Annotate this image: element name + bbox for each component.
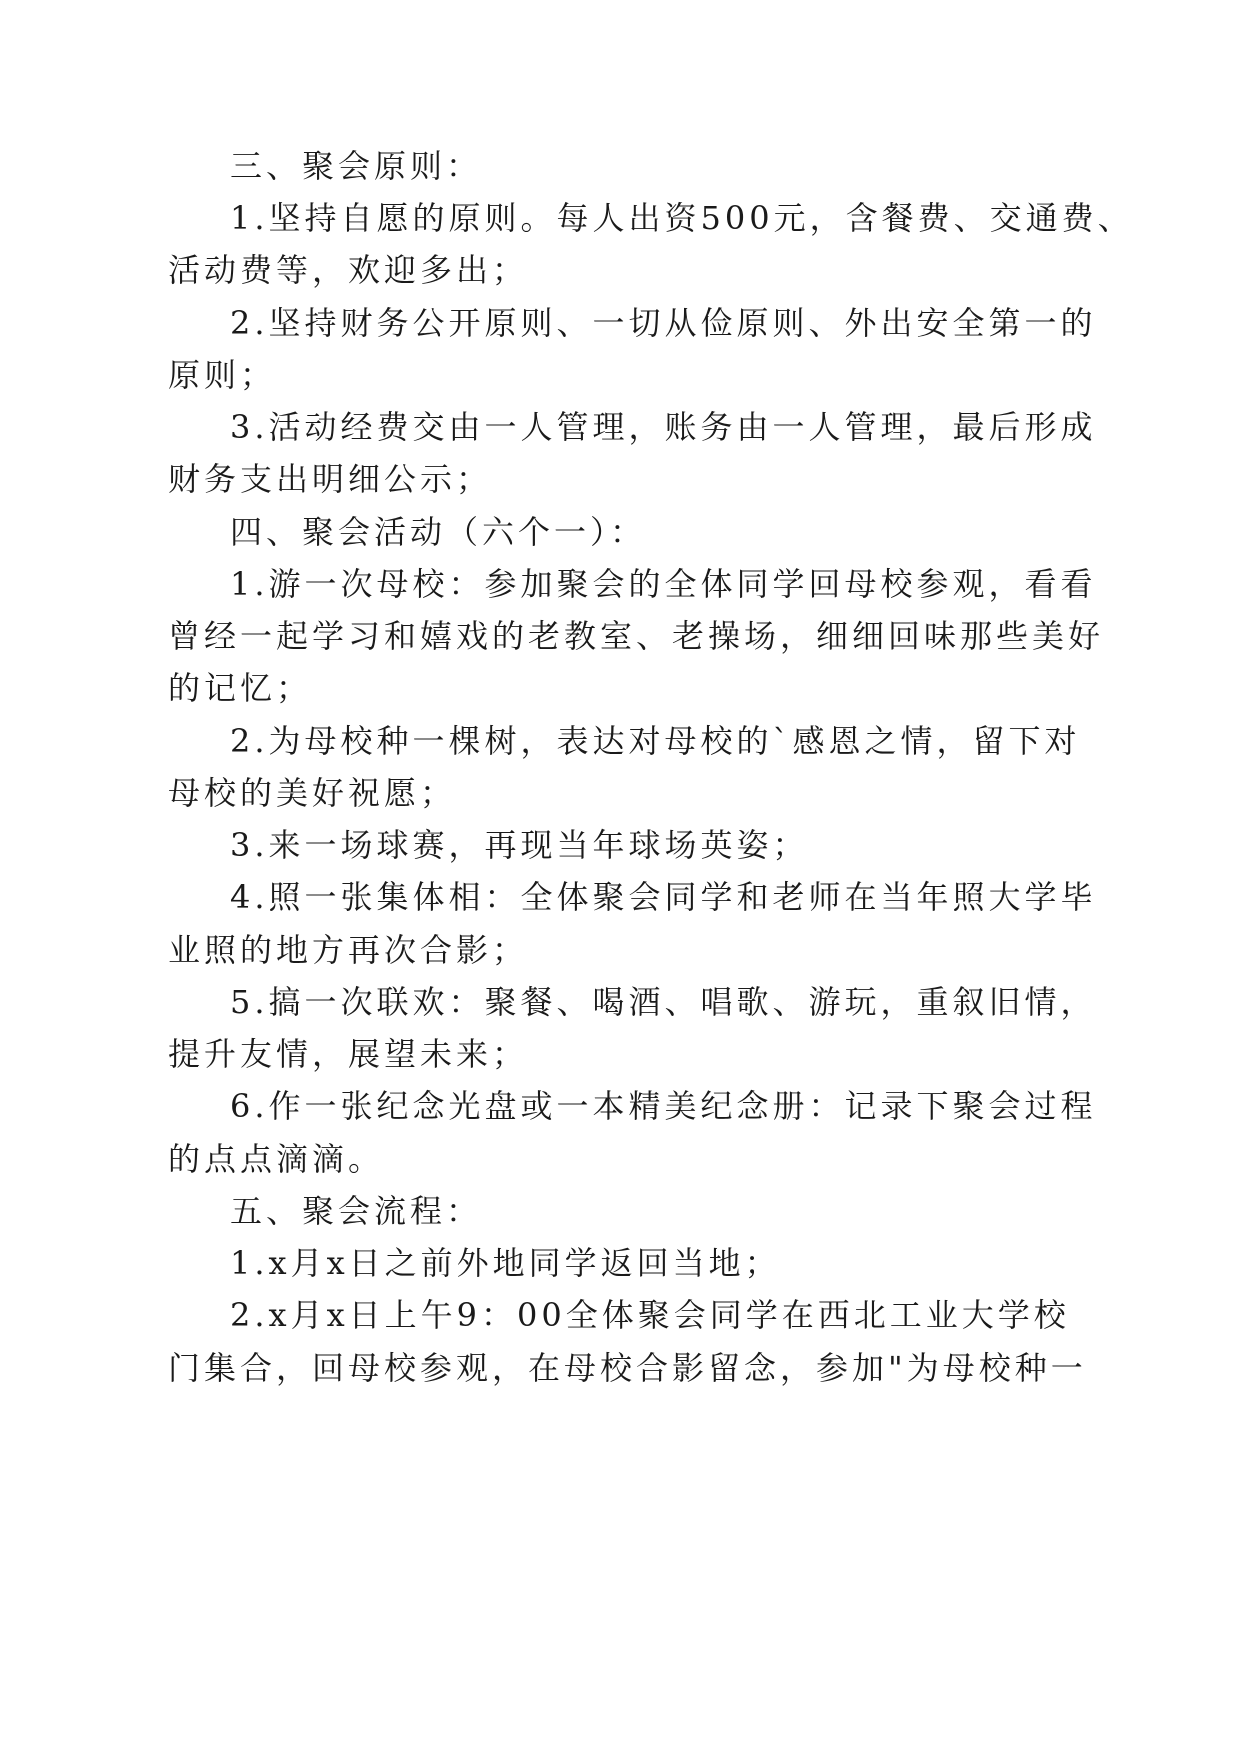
paragraph-line: 曾经一起学习和嬉戏的老教室、老操场，细细回味那些美好 [168,617,1105,655]
paragraph-line: 1.坚持自愿的原则。每人出资500元，含餐费、交通费、 [230,199,1134,237]
section-heading: 三、聚会原则： [230,147,483,185]
paragraph-line: 原则； [168,356,277,394]
paragraph-line: 母校的美好祝愿； [168,774,457,812]
paragraph-line: 2.x月x日上午9：00全体聚会同学在西北工业大学校 [230,1296,1070,1334]
paragraph-line: 1.x月x日之前外地同学返回当地； [230,1244,781,1282]
paragraph-line: 业照的地方再次合影； [168,931,529,969]
paragraph-line: 6.作一张纪念光盘或一本精美纪念册：记录下聚会过程 [230,1087,1097,1125]
paragraph-line: 5.搞一次联欢：聚餐、喝酒、唱歌、游玩，重叙旧情， [230,983,1097,1021]
paragraph-line: 活动费等，欢迎多出； [168,251,529,289]
section-heading: 四、聚会活动（六个一）： [230,513,647,551]
paragraph-line: 门集合，回母校参观，在母校合影留念，参加"为母校种一 [168,1349,1087,1387]
paragraph-line: 3.活动经费交由一人管理，账务由一人管理，最后形成 [230,408,1097,446]
paragraph-line: 2.为母校种一棵树，表达对母校的`感恩之情，留下对 [230,722,1081,760]
paragraph-line: 的记忆； [168,669,313,707]
paragraph-line: 的点点滴滴。 [168,1140,385,1178]
paragraph-line: 1.游一次母校：参加聚会的全体同学回母校参观，看看 [230,565,1097,603]
paragraph-line: 4.照一张集体相：全体聚会同学和老师在当年照大学毕 [230,878,1097,916]
paragraph-line: 2.坚持财务公开原则、一切从俭原则、外出安全第一的 [230,304,1097,342]
paragraph-line: 3.来一场球赛，再现当年球场英姿； [230,826,809,864]
paragraph-line: 财务支出明细公示； [168,460,493,498]
section-heading: 五、聚会流程： [230,1192,483,1230]
paragraph-line: 提升友情，展望未来； [168,1035,529,1073]
